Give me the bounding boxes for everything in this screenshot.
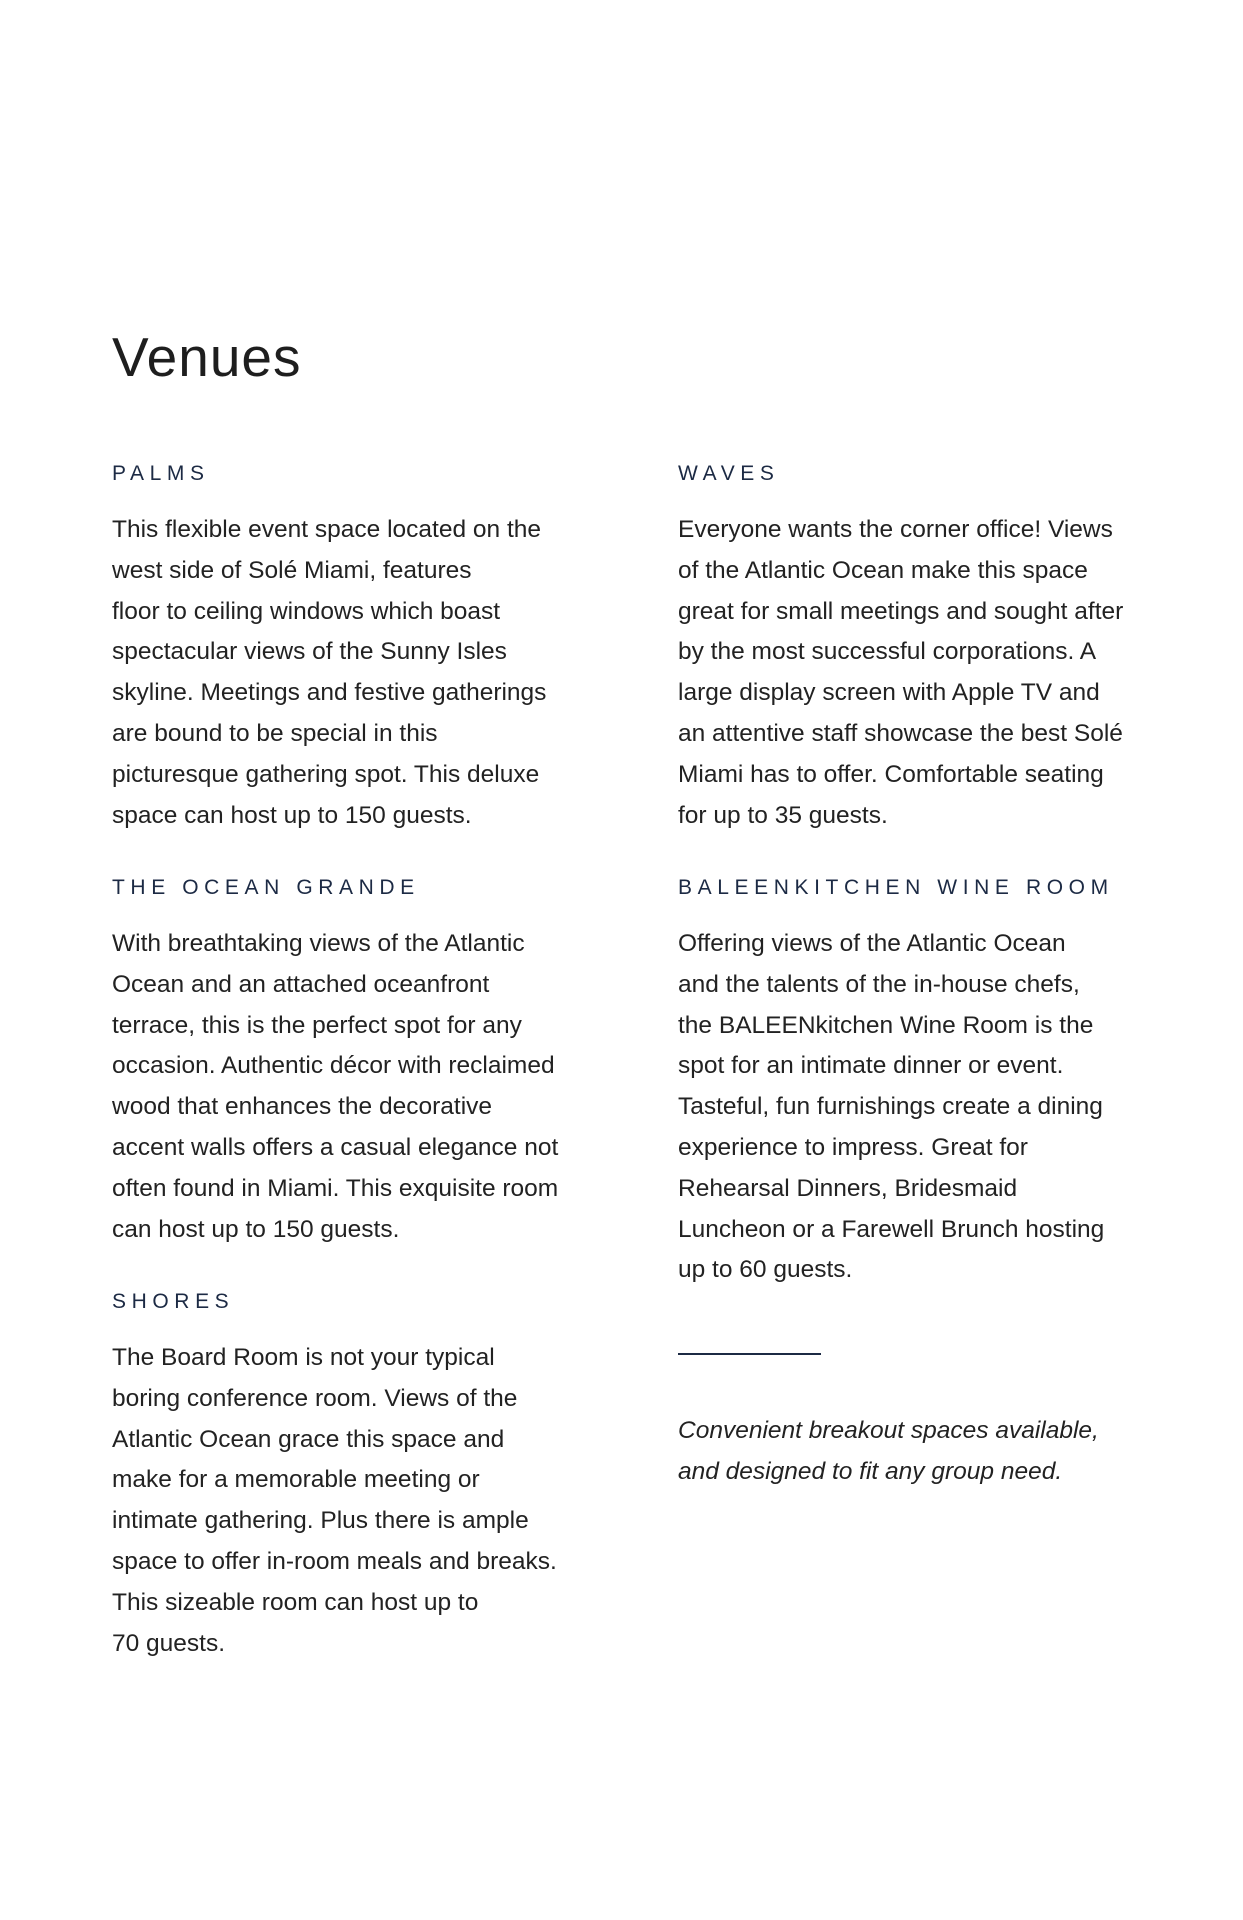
text-line: This flexible event space located on the (112, 516, 542, 543)
text-line: accent walls offers a casual elegance not (112, 1133, 559, 1161)
venue-heading: BALEENKITCHEN WINE ROOM (678, 876, 1114, 899)
venue-ocean-grande (112, 875, 582, 1250)
text-line: boring conference room. Views of the (112, 1384, 518, 1412)
text-line: Tasteful, fun furnishings create a dining (678, 1093, 1103, 1121)
text-line: terrace, this is the perfect spot for any (112, 1011, 522, 1039)
text-line: and designed to fit any group need. (678, 1458, 1063, 1485)
text-line: space to offer in-room meals and breaks. (112, 1547, 557, 1575)
text-line: make for a memorable meeting or (112, 1466, 480, 1494)
venue-heading: SHORES (112, 1290, 235, 1313)
text-line: picturesque gathering spot. This deluxe (112, 760, 540, 788)
text-line: experience to impress. Great for (678, 1133, 1028, 1161)
text-line: Ocean and an attached oceanfront (112, 970, 490, 998)
text-line: Atlantic Ocean grace this space and (112, 1425, 505, 1453)
venue-waves (678, 461, 1148, 836)
text-line: and the talents of the in-house chefs, (678, 970, 1080, 998)
venue-shores (112, 1289, 582, 1664)
text-line: are bound to be special in this (112, 719, 438, 747)
venue-palms (112, 461, 582, 836)
text-line: Everyone wants the corner office! Views (678, 516, 1113, 543)
text-line: for up to 35 guests. (678, 801, 888, 829)
text-line: of the Atlantic Ocean make this space (678, 556, 1088, 584)
breakout-note (678, 1410, 1099, 1492)
text-line: west side of Solé Miami, features (112, 556, 472, 584)
text-line: an attentive staff showcase the best Solé (678, 719, 1123, 747)
divider (678, 1353, 821, 1355)
text-line: up to 60 guests. (678, 1256, 853, 1284)
venue-heading: WAVES (678, 462, 780, 485)
venue-description (112, 510, 582, 836)
venue-description (678, 924, 1148, 1291)
text-line: spot for an intimate dinner or event. (678, 1052, 1064, 1080)
text-line: by the most successful corporations. A (678, 638, 1097, 666)
text-line: spectacular views of the Sunny Isles (112, 638, 507, 666)
text-line: the BALEENkitchen Wine Room is the (678, 1011, 1094, 1039)
text-line: can host up to 150 guests. (112, 1215, 400, 1243)
venue-description (678, 510, 1148, 836)
text-line: often found in Miami. This exquisite room (112, 1174, 559, 1202)
text-line: Luncheon or a Farewell Brunch hosting (678, 1215, 1105, 1243)
text-line: skyline. Meetings and festive gatherings (112, 679, 547, 707)
text-line: floor to ceiling windows which boast (112, 597, 501, 625)
text-line: wood that enhances the decorative (112, 1093, 493, 1121)
page-title: Venues (112, 326, 302, 388)
text-line: With breathtaking views of the Atlantic (112, 930, 525, 957)
text-line: intimate gathering. Plus there is ample (112, 1507, 529, 1535)
text-line: great for small meetings and sought after (678, 597, 1124, 625)
venue-wine-room (678, 875, 1148, 1291)
venue-heading: PALMS (112, 462, 210, 485)
venue-description (112, 924, 582, 1250)
venue-description (112, 1338, 582, 1664)
text-line: space can host up to 150 guests. (112, 801, 472, 829)
text-line: Convenient breakout spaces available, (678, 1417, 1099, 1444)
text-line: Offering views of the Atlantic Ocean (678, 930, 1066, 957)
text-line: This sizeable room can host up to (112, 1588, 479, 1616)
text-line: Rehearsal Dinners, Bridesmaid (678, 1174, 1018, 1202)
text-line: 70 guests. (112, 1629, 226, 1657)
venue-heading: THE OCEAN GRANDE (112, 876, 420, 899)
text-line: The Board Room is not your typical (112, 1344, 495, 1371)
text-line: large display screen with Apple TV and (678, 679, 1100, 707)
text-line: occasion. Authentic décor with reclaimed (112, 1052, 555, 1080)
text-line: Miami has to offer. Comfortable seating (678, 760, 1104, 788)
